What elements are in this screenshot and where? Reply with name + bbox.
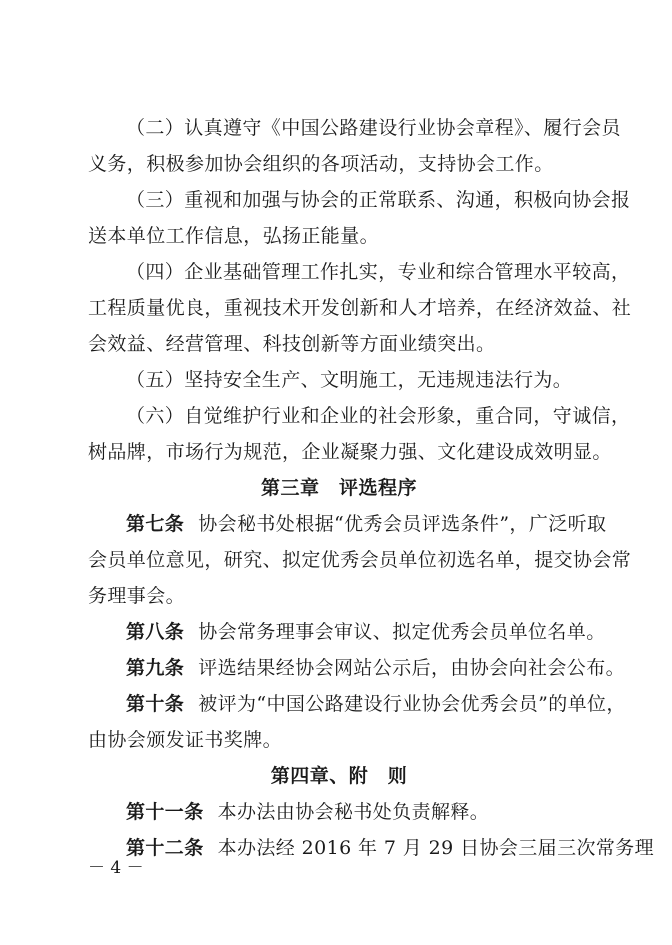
paragraph-5-line-1: （五）坚持安全生产、文明施工，无违规违法行为。: [126, 369, 573, 391]
article-11: [126, 800, 590, 824]
article-7-line-3: 务理事会。: [88, 585, 186, 607]
paragraph-4-line-3: 会效益、经营管理、科技创新等方面业绩突出。: [88, 333, 496, 355]
article-10-label: 第十条: [126, 693, 185, 715]
article-7-line-2: 会员单位意见，研究、拟定优秀会员单位初选名单，提交协会常: [88, 549, 632, 571]
paragraph-6-line-2: 树品牌，市场行为规范，企业凝聚力强、文化建设成效明显。: [88, 441, 612, 463]
article-8-line-1: 协会常务理事会审议、拟定优秀会员单位名单。: [198, 621, 606, 643]
article-9-line-1: 评选结果经协会网站公示后，由协会向社会公布。: [198, 657, 626, 679]
article-7-line-1: 协会秘书处根据“优秀会员评选条件”，广泛听取: [198, 513, 607, 535]
page-number: － 4 －: [88, 858, 144, 878]
article-9: [126, 656, 626, 680]
article-10: [126, 692, 626, 716]
paragraph-2-line-1: （二）认真遵守《中国公路建设行业协会章程》、履行会员: [126, 117, 621, 139]
article-8-label: 第八条: [126, 621, 185, 643]
article-10-line-2: 由协会颁发证书奖牌。: [88, 729, 283, 751]
article-12: [126, 836, 655, 860]
paragraph-6-line-1: （六）自觉维护行业和企业的社会形象，重合同，守诚信，: [126, 405, 631, 427]
paragraph-3-line-2: 送本单位工作信息，弘扬正能量。: [88, 225, 380, 247]
chapter-4-title: 第四章、附 则: [270, 765, 408, 787]
article-12-label: 第十二条: [126, 837, 204, 859]
paragraph-4-line-1: （四）企业基础管理工作扎实，专业和综合管理水平较高，: [126, 261, 631, 283]
article-9-label: 第九条: [126, 657, 185, 679]
paragraph-4-line-2: 工程质量优良，重视技术开发创新和人才培养，在经济效益、社: [88, 297, 632, 319]
article-7: [126, 512, 607, 536]
article-12-line-1: 本办法经 2016 年 7 月 29 日协会三届三次常务理: [217, 837, 655, 859]
article-8: [126, 620, 606, 644]
paragraph-2-line-2: 义务，积极参加协会组织的各项活动，支持协会工作。: [88, 153, 554, 175]
article-11-line-1: 本办法由协会秘书处负责解释。: [217, 801, 490, 823]
article-11-label: 第十一条: [126, 801, 204, 823]
paragraph-3-line-1: （三）重视和加强与协会的正常联系、沟通，积极向协会报: [126, 189, 631, 211]
article-7-label: 第七条: [126, 513, 185, 535]
article-10-line-1: 被评为“中国公路建设行业协会优秀会员”的单位，: [198, 693, 626, 715]
chapter-3-title: 第三章 评选程序: [260, 477, 417, 499]
